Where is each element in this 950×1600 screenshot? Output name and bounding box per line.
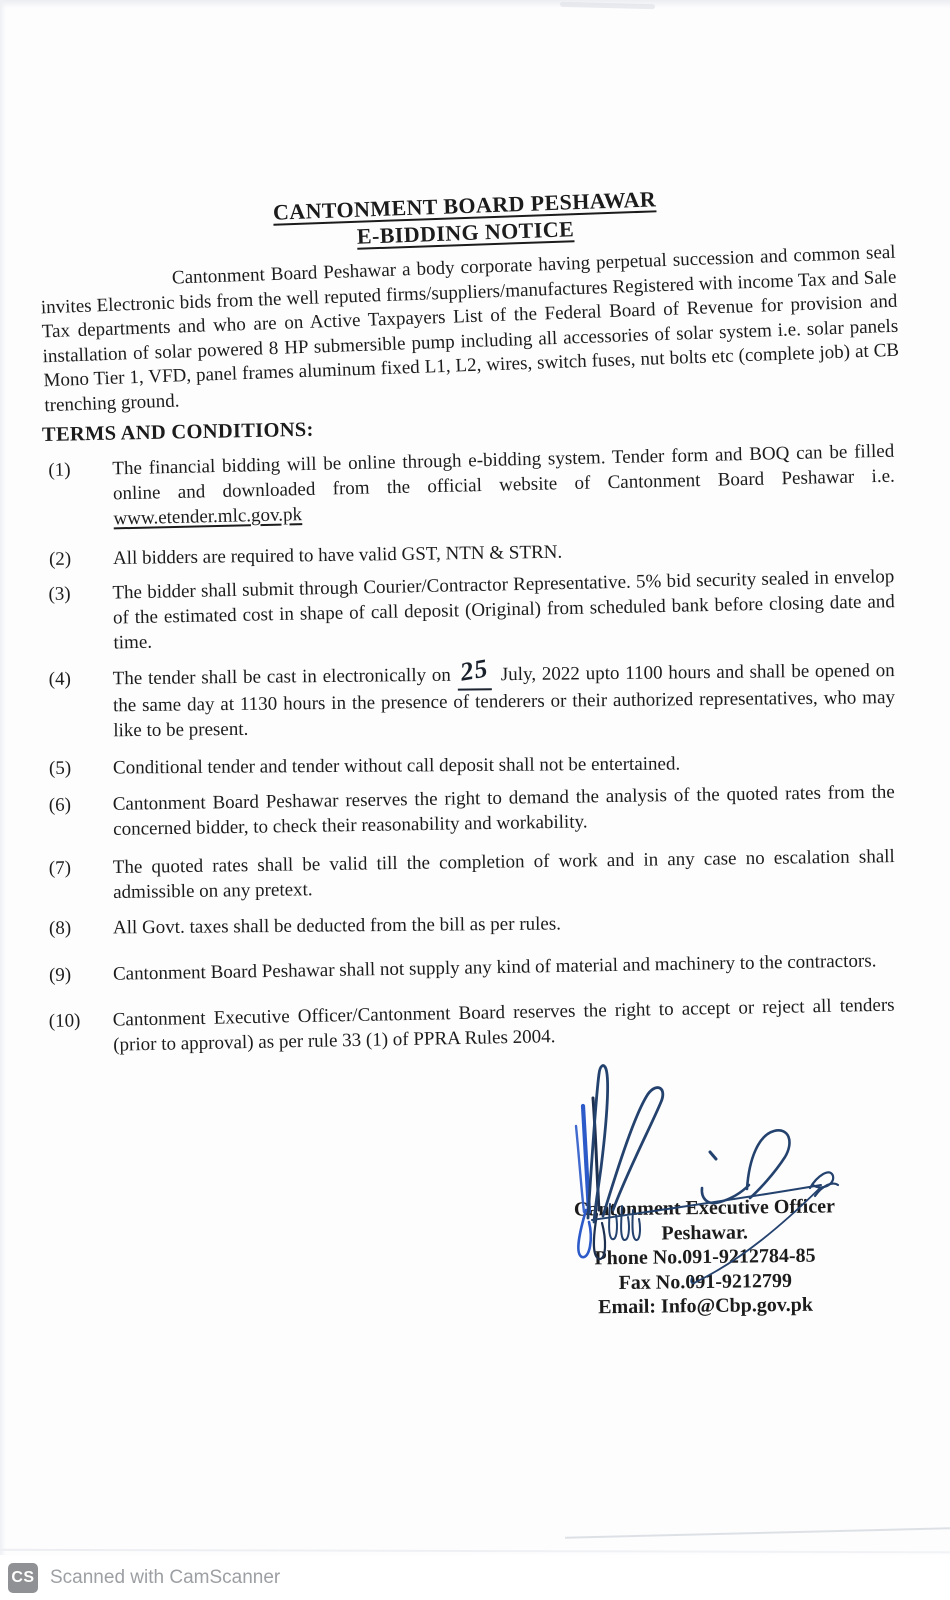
- term-number: (8): [48, 917, 72, 939]
- term-item-10: [42, 993, 896, 1059]
- term-text: All bidders are required to have valid GST, NTN & STRN.: [112, 541, 563, 570]
- term-number: (9): [48, 964, 72, 986]
- signatory-city: Peshawar.: [661, 1220, 749, 1245]
- term-text: Cantonment Board Peshawar reserves the right to demand the analysis of the quoted rates from the concerned bidder, to check their reasonability and workability.: [112, 781, 895, 840]
- terms-heading: TERMS AND CONDITIONS:: [41, 418, 314, 446]
- term-item-4: [42, 653, 896, 744]
- term-item-8: [42, 909, 895, 941]
- term-number: (6): [48, 794, 72, 816]
- term-text: All Govt. taxes shall be deducted from the bill as per rules.: [112, 913, 562, 939]
- term-item-3: [41, 564, 895, 657]
- term-text: Cantonment Board Peshawar shall not supply any kind of material and machinery to the contractors.: [112, 950, 877, 985]
- term-number: (2): [48, 548, 72, 570]
- term-number: (7): [48, 857, 72, 879]
- terms-list: [42, 440, 896, 1059]
- term-text: The bidder shall submit through Courier/Contractor Representative. 5% bid security sealed in envelop of the estimated cost in shape of call deposit (Original) from scheduled bank before closing date and time.: [112, 566, 896, 654]
- term-4-text-pre: The tender shall be cast in electronically on: [112, 664, 451, 690]
- term-text: Cantonment Executive Officer/Cantonment Board reserves the right to accept or reject all tenders (prior to approval) as per rule 33 (1) of PPRA Rules 2004.: [112, 994, 895, 1056]
- term-text: [112, 439, 896, 532]
- signatory-phone: Phone No.091-9212784-85: [594, 1244, 816, 1270]
- term-number: (5): [48, 757, 72, 779]
- term-item-1: [41, 439, 895, 533]
- handwritten-date: 25: [458, 653, 491, 687]
- camscanner-footer-label: Scanned with CamScanner: [50, 1566, 281, 1588]
- term-4-text-post: July, 2022 upto 1100 hours and shall be opened on the same day at 1130 hours in the presence of tenderers or their authorized representatives, who may like to be present.: [112, 660, 896, 742]
- handwritten-date-underline: [458, 653, 492, 690]
- etender-url-link[interactable]: www.etender.mlc.gov.pk: [113, 504, 303, 530]
- term-number: (3): [48, 583, 71, 605]
- term-number: (1): [48, 459, 71, 481]
- term-1-text: The financial bidding will be online through e-bidding system. Tender form and BOQ can be filled online and downloaded from the official website of Cantonment Board Peshawar i.e.: [112, 440, 896, 505]
- term-number: (4): [48, 668, 71, 690]
- term-text: Conditional tender and tender without call deposit shall not be entertained.: [112, 753, 681, 779]
- scan-crease-artifact: [565, 1527, 950, 1538]
- title-line-1: CANTONMENT BOARD PESHAWAR: [272, 186, 657, 225]
- scan-smudge-artifact: [560, 2, 655, 9]
- term-number: (10): [48, 1010, 81, 1032]
- scan-top-edge-artifact: [0, 0, 950, 8]
- signatory-title: Cantonment Executive Officer: [573, 1195, 836, 1221]
- camscanner-logo-icon: CS: [8, 1563, 38, 1593]
- term-item-7: [42, 844, 896, 906]
- term-item-5: [42, 750, 895, 781]
- signatory-email: Email: Info@Cbp.gov.pk: [598, 1293, 814, 1319]
- term-item-6: [42, 780, 896, 843]
- title-line-2: E-BIDDING NOTICE: [356, 216, 575, 249]
- camscanner-footer-bar: [0, 1555, 950, 1600]
- term-item-9: [42, 948, 895, 988]
- signature-block: [537, 1194, 872, 1321]
- intro-paragraph: Cantonment Board Peshawar a body corporate having perpetual succession and common seal invites Electronic bids from the well reputed firms/suppliers/manufactures Registered with income Tax and Sale Tax departments and who are on Active Taxpayers List of the Federal Board of Revenue for provision and installation of solar powered 8 HP submersible pump including all accessories of solar system i.e. solar panels Mono Tier 1, VFD, panel frames aluminum fixed L1, L2, wires, switch fuses, nut bolts etc (complete job) at CB trenching ground.: [40, 241, 900, 416]
- scan-bottom-edge-artifact: [0, 1549, 950, 1553]
- signatory-fax: Fax No.091-9212799: [618, 1269, 793, 1294]
- term-text: [112, 653, 896, 743]
- term-text: The quoted rates shall be valid till the completion of work and in any case no escalation shall admissible on any pretext.: [112, 846, 895, 904]
